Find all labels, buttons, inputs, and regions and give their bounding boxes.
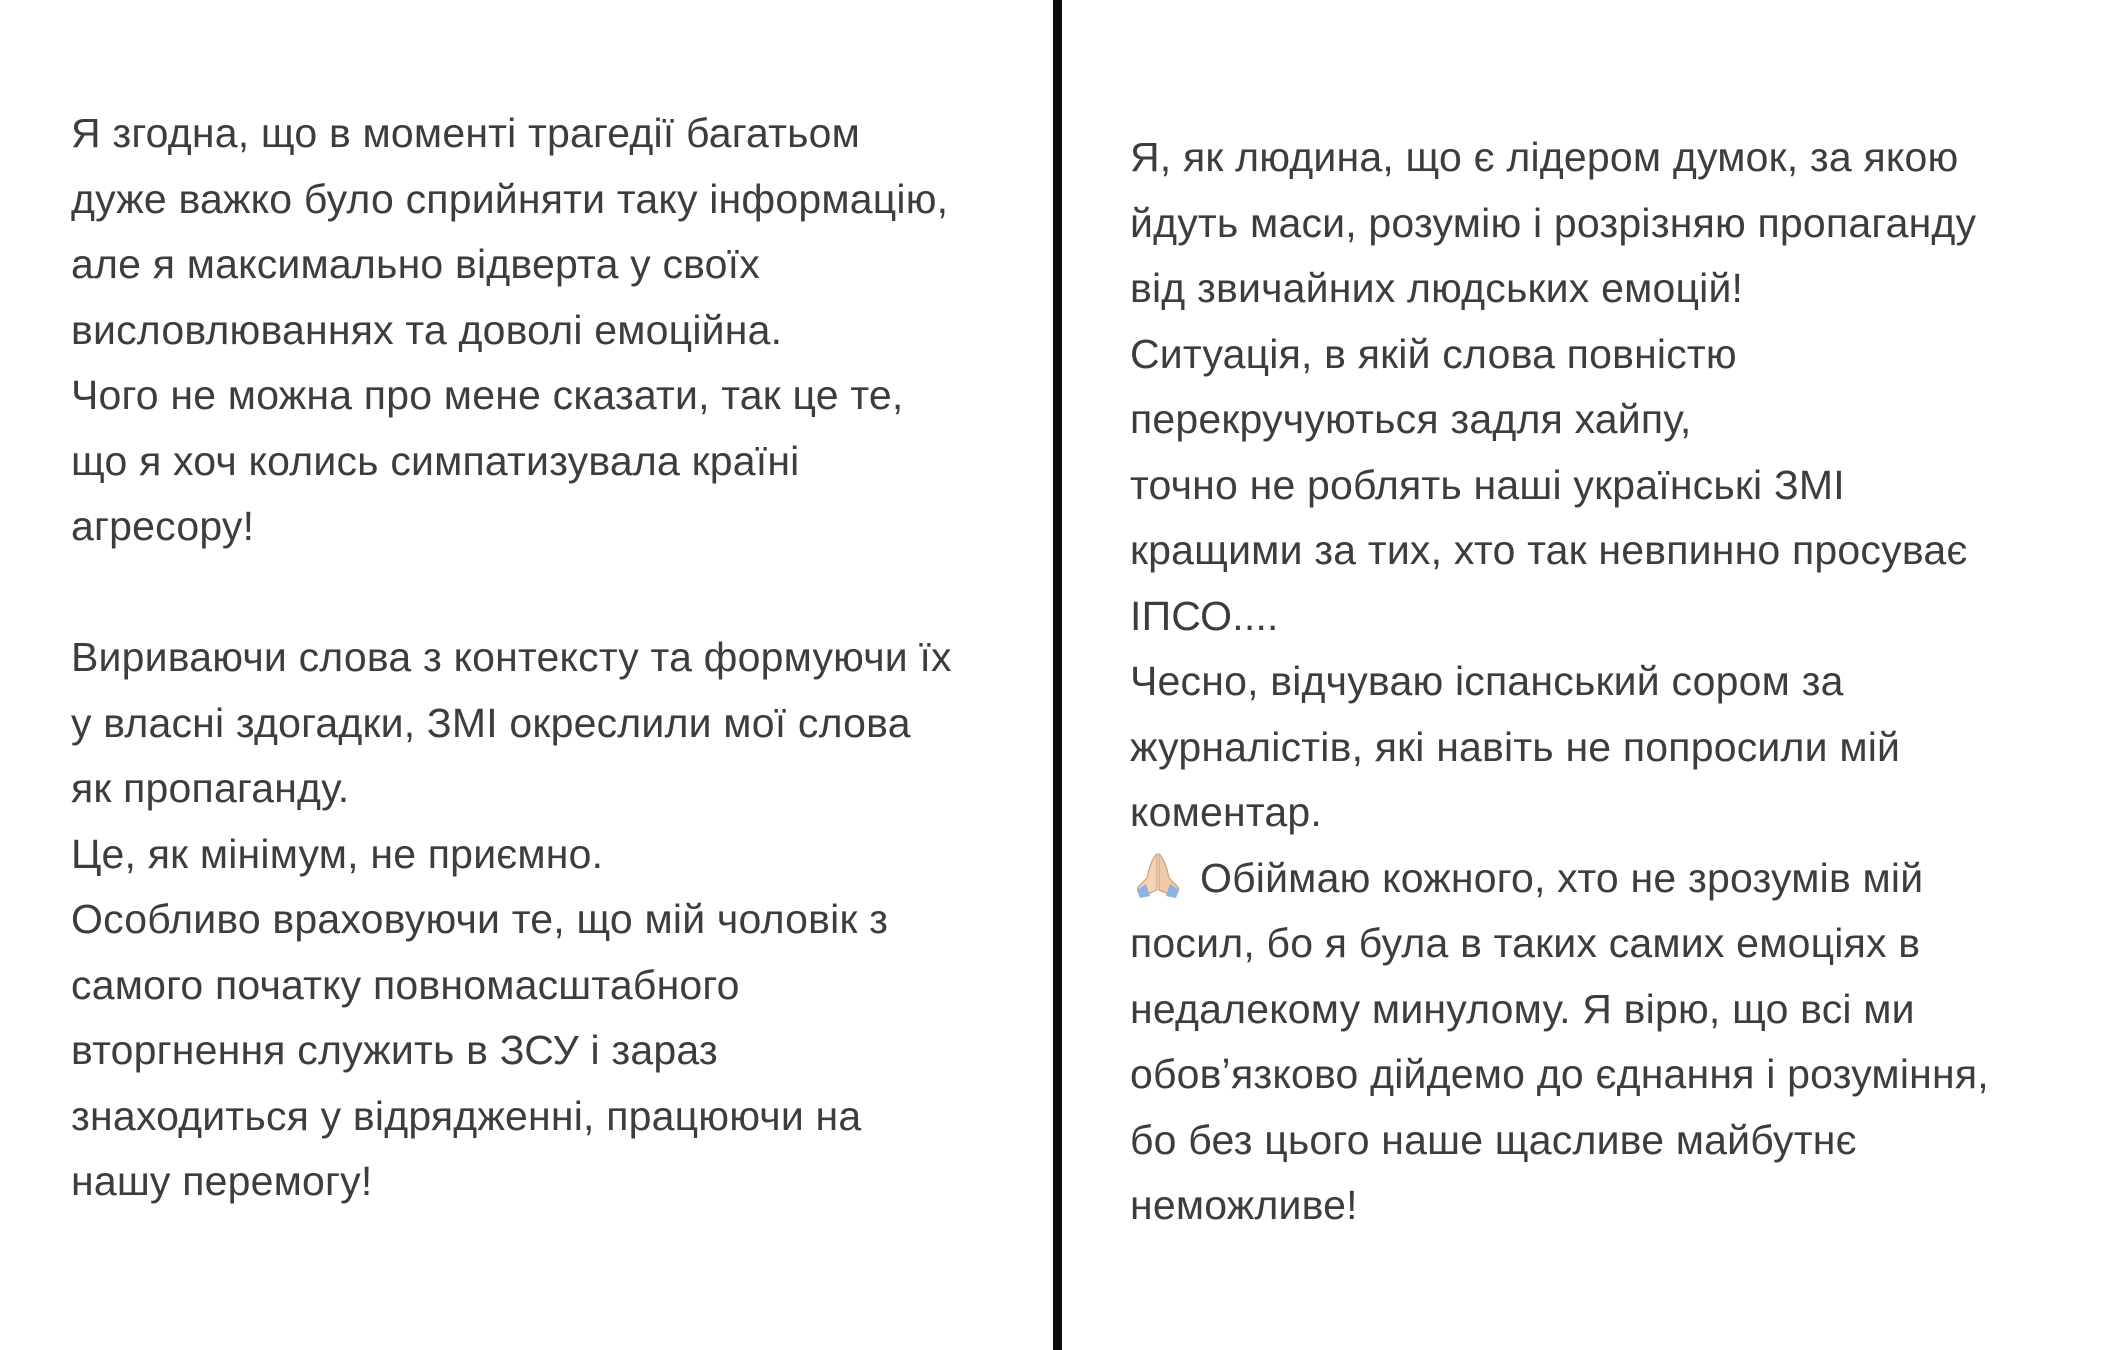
text-line: що я хоч колись симпатизувала країні (71, 437, 800, 484)
text-line: агресору! (71, 503, 255, 549)
text-line: коментар. (1130, 789, 1322, 835)
text-line: Я згодна, що в моменті трагедії багатьом (71, 110, 861, 156)
text-line: точно не роблять наші українські ЗМІ (1130, 461, 1845, 508)
text-line: неможливе! (1130, 1182, 1358, 1228)
text-line: Чесно, відчуваю іспанський сором за (1130, 658, 1844, 704)
text-line: від звичайних людських емоцій! (1130, 265, 1744, 311)
blank-line (71, 560, 1031, 626)
emoji-text-line (1130, 846, 2090, 912)
right-paragraphs (1130, 125, 2090, 1239)
text-line: як пропаганду. (71, 765, 350, 811)
text-line: Це, як мінімум, не приємно. (71, 830, 604, 877)
panel-divider (1053, 0, 1062, 1350)
text-line: йдуть маси, розумію і розрізняю пропаганду (1130, 199, 1977, 246)
text-line: недалекому минулому. Я вірю, що всі ми (1130, 985, 1915, 1032)
text-line: але я максимально відверта у своїх (71, 241, 760, 287)
text-line: обовʼязково дійдемо до єднання і розуміння, (1130, 1051, 1989, 1097)
text-line: журналістів, які навіть не попросили мій (1130, 723, 1901, 770)
text-line: дуже важко було сприйняти таку інформацію, (71, 175, 949, 222)
text-line: ІПСО.... (1130, 592, 1279, 639)
text-line: нашу перемогу! (71, 1158, 373, 1204)
text-line: перекручуються задля хайпу, (1130, 396, 1692, 442)
left-paragraphs (71, 101, 1031, 1215)
text-line: Особливо враховуючи те, що мій чоловік з (71, 896, 889, 942)
text-line: Я, як людина, що є лідером думок, за якою (1130, 134, 1959, 180)
text-line: самого початку повномасштабного (71, 961, 740, 1008)
text-line: вторгнення служить в ЗСУ і зараз (71, 1027, 718, 1073)
text-line: висловлюваннях та доволі емоційна. (71, 306, 783, 353)
text-line: кращими за тих, хто так невпинно просуває (1130, 527, 1968, 573)
text-line: у власні здогадки, ЗМІ окреслили мої слова (71, 699, 911, 746)
text-line: знаходиться у відрядженні, працюючи на (71, 1092, 862, 1139)
text-line: Вириваючи слова з контексту та формуючи їх (71, 634, 952, 680)
folded-hands-icon (1130, 850, 1186, 898)
text-line: посил, бо я була в таких самих емоціях в (1130, 920, 1921, 966)
text-line: Ситуація, в якій слова повністю (1130, 330, 1737, 377)
text-line: Чого не можна про мене сказати, так це те, (71, 372, 904, 418)
text-line: бо без цього наше щасливе майбутнє (1130, 1116, 1857, 1163)
emoji-line-text: Обіймаю кожного, хто не зрозумів мій (1200, 854, 1924, 901)
